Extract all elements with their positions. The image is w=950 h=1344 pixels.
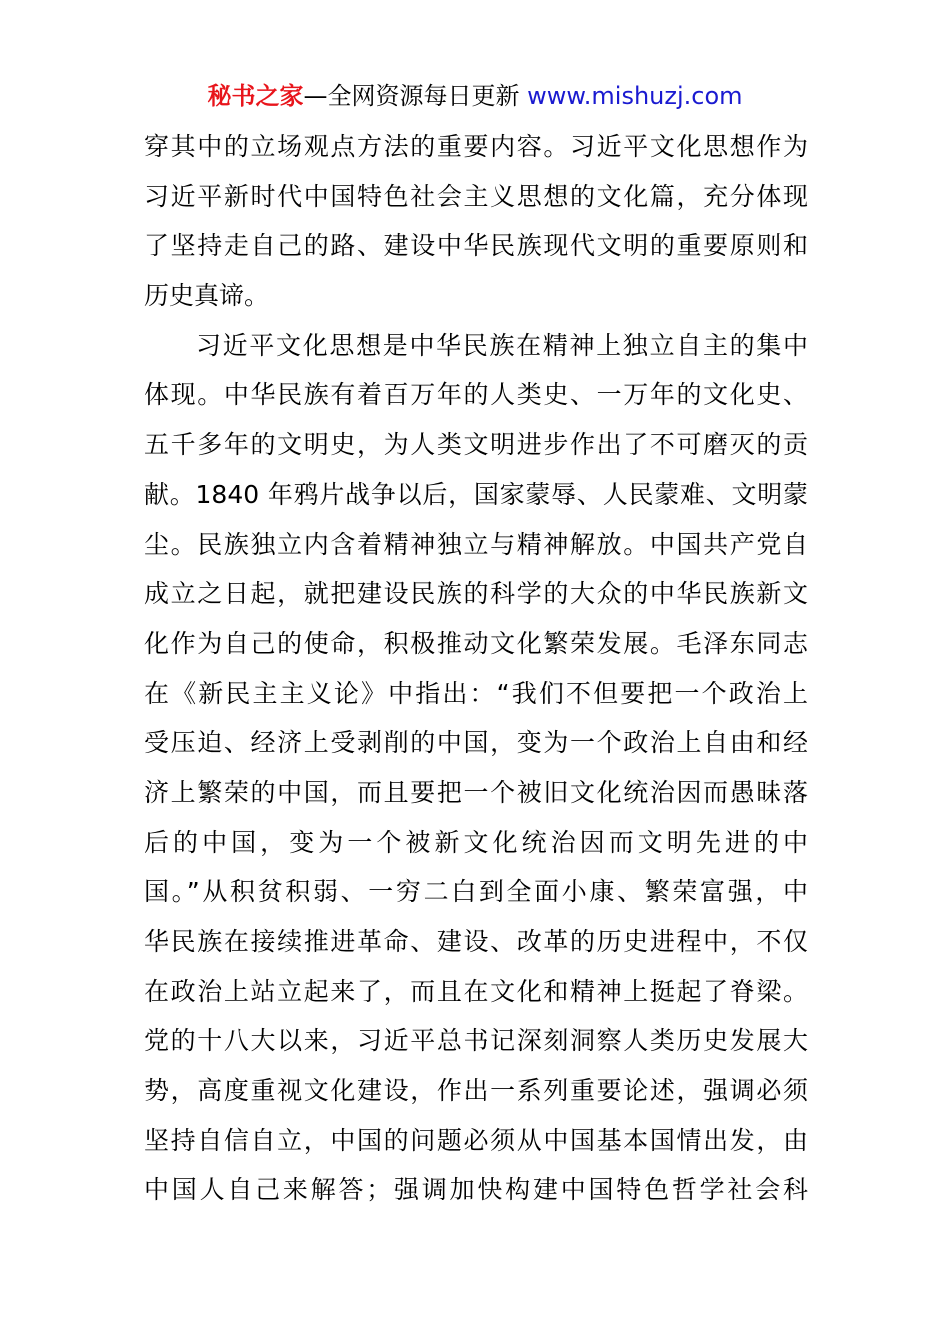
text-line: 穿其中的立场观点方法的重要内容。习近平文化思想作为 xyxy=(144,132,808,161)
site-brand: 秘书之家 xyxy=(207,82,304,110)
text-line: 习近平新时代中国特色社会主义思想的文化篇，充分体现 xyxy=(144,181,808,211)
text-line: 历史真谛。 xyxy=(144,281,270,311)
paragraph-first-line: 习近平文化思想是中华民族在精神上独立自主的集中 xyxy=(196,330,808,360)
text-line: 济上繁荣的中国，而且要把一个被旧文化统治因而愚昧落 xyxy=(144,777,808,807)
text-line: 党的十八大以来，习近平总书记深刻洞察人类历史发展大 xyxy=(144,1026,808,1056)
text-line: 后的中国，变为一个被新文化统治因而文明先进的中 xyxy=(144,827,808,857)
text-line: 五千多年的文明史，为人类文明进步作出了不可磨灭的贡 xyxy=(144,430,808,460)
text-line: 华民族在接续推进革命、建设、改革的历史进程中，不仅 xyxy=(144,927,808,956)
text-line: 中国人自己来解答；强调加快构建中国特色哲学社会科 xyxy=(144,1175,808,1205)
document-body xyxy=(144,122,808,1215)
text-line: 在政治上站立起来了，而且在文化和精神上挺起了脊梁。 xyxy=(144,976,808,1006)
text-line: 势，高度重视文化建设，作出一系列重要论述，强调必须 xyxy=(144,1076,808,1106)
text-line: 了坚持走自己的路、建设中华民族现代文明的重要原则和 xyxy=(144,231,808,261)
text-line: 在《新民主主义论》中指出：“我们不但要把一个政治上 xyxy=(144,678,808,708)
text-line: 化作为自己的使命，积极推动文化繁荣发展。毛泽东同志 xyxy=(144,628,808,658)
text-line: 献。1840 年鸦片战争以后，国家蒙辱、人民蒙难、文明蒙 xyxy=(144,479,808,509)
text-line: 体现。中华民族有着百万年的人类史、一万年的文化史、 xyxy=(144,380,808,410)
text-line: 尘。民族独立内含着精神独立与精神解放。中国共产党自 xyxy=(144,529,808,559)
text-line: 成立之日起，就把建设民族的科学的大众的中华民族新文 xyxy=(144,579,808,609)
text-line: 受压迫、经济上受剥削的中国，变为一个政治上自由和经 xyxy=(144,728,808,758)
site-header xyxy=(0,80,950,112)
site-slogan: —全网资源每日更新 xyxy=(303,82,520,110)
site-url-link[interactable]: www.mishuzj.com xyxy=(527,82,743,110)
text-line: 坚持自信自立，中国的问题必须从中国基本国情出发，由 xyxy=(144,1125,808,1155)
text-line: 国。”从积贫积弱、一穷二白到全面小康、繁荣富强，中 xyxy=(144,877,808,907)
